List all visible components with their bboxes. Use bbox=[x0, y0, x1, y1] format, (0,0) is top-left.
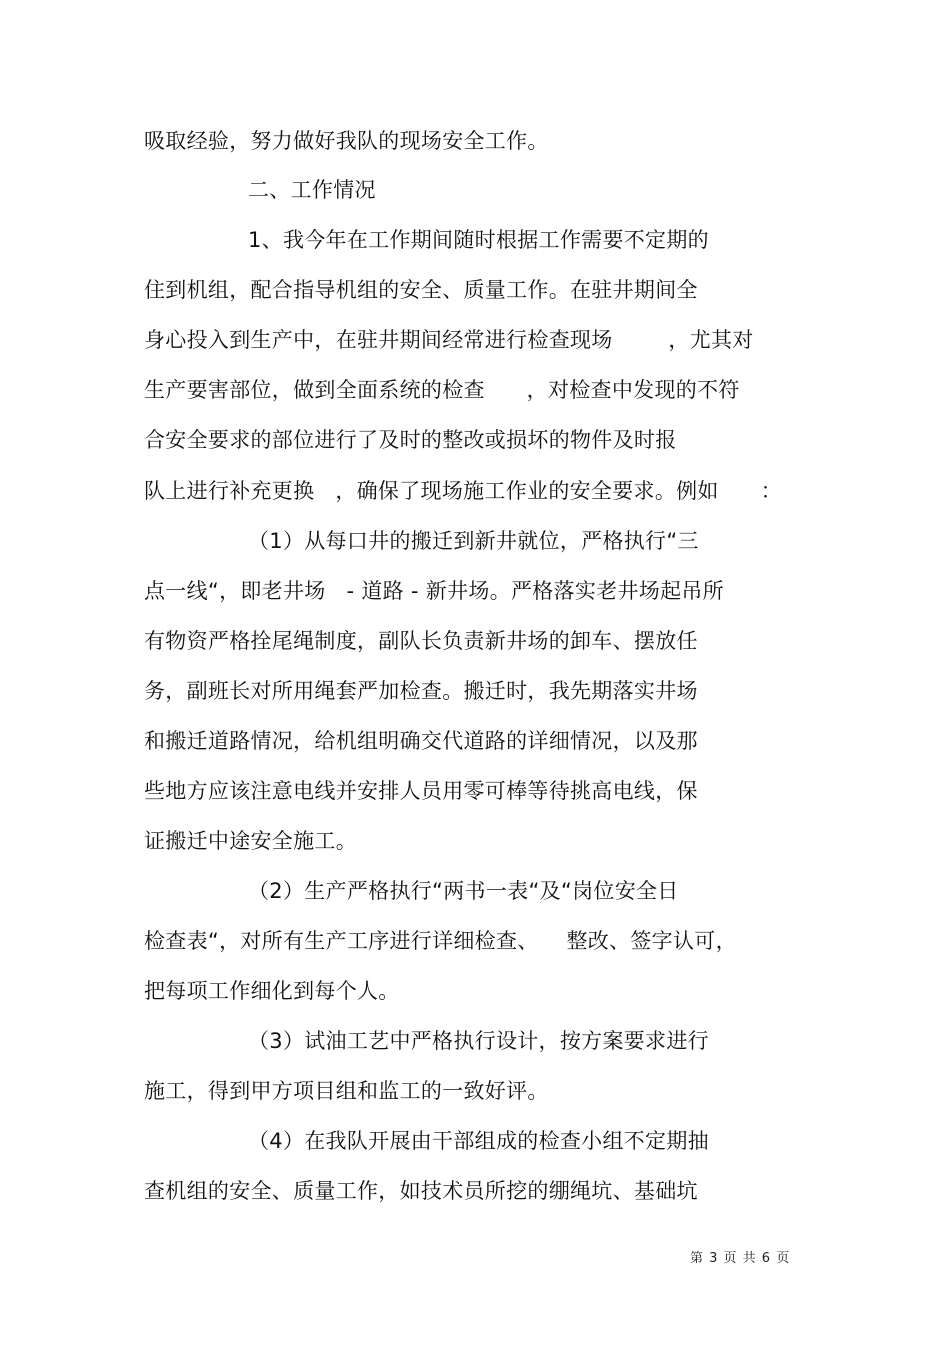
text-line-7: 合安全要求的部位进行了及时的整改或损坏的物件及时报 bbox=[144, 428, 677, 452]
text-line-22: 查机组的安全、质量工作，如技术员所挖的绷绳坑、基础坑 bbox=[144, 1179, 698, 1203]
text-line-12: 务，副班长对所用绳套严加检查。搬迁时，我先期落实井场 bbox=[144, 679, 698, 703]
text-line-21: （4）在我队开展由干部组成的检查小组不定期抽 bbox=[248, 1129, 709, 1153]
text-line-15: 证搬迁中途安全施工。 bbox=[144, 829, 357, 853]
text-line-8: 队上进行补充更换 ，确保了现场施工作业的安全要求。例如 ： bbox=[144, 479, 782, 503]
text-line-4: 住到机组，配合指导机组的安全、质量工作。在驻井期间全 bbox=[144, 278, 698, 302]
text-line-20: 施工，得到甲方项目组和监工的一致好评。 bbox=[144, 1079, 549, 1103]
text-line-1: 吸取经验，努力做好我队的现场安全工作。 bbox=[144, 129, 549, 153]
text-line-6: 生产要害部位，做到全面系统的检查 ，对检查中发现的不符 bbox=[144, 378, 740, 402]
text-line-9: （1）从每口井的搬迁到新井就位，严格执行“三 bbox=[248, 529, 699, 553]
text-line-19: （3）试油工艺中严格执行设计，按方案要求进行 bbox=[248, 1029, 709, 1053]
text-line-11: 有物资严格拴尾绳制度，副队长负责新井场的卸车、摆放任 bbox=[144, 629, 698, 653]
page-number-footer: 第 3 页 共 6 页 bbox=[690, 1251, 791, 1266]
text-line-18: 把每项工作细化到每个人。 bbox=[144, 979, 400, 1003]
text-line-13: 和搬迁道路情况，给机组明确交代道路的详细情况，以及那 bbox=[144, 729, 698, 753]
text-line-10: 点一线“，即老井场 - 道路 - 新井场。严格落实老井场起吊所 bbox=[144, 579, 724, 603]
text-line-3: 1、我今年在工作期间随时根据工作需要不定期的 bbox=[248, 228, 709, 252]
section-heading: 二、工作情况 bbox=[248, 178, 376, 202]
text-line-14: 些地方应该注意电线并安排人员用零可棒等待挑高电线，保 bbox=[144, 779, 698, 803]
text-line-5: 身心投入到生产中，在驻井期间经常进行检查现场 ，尤其对 bbox=[144, 328, 754, 352]
text-line-17: 检查表“，对所有生产工序进行详细检查、 整改、签字认可， bbox=[144, 929, 737, 953]
text-line-16: （2）生产严格执行“两书一表“及“岗位安全日 bbox=[248, 879, 679, 903]
